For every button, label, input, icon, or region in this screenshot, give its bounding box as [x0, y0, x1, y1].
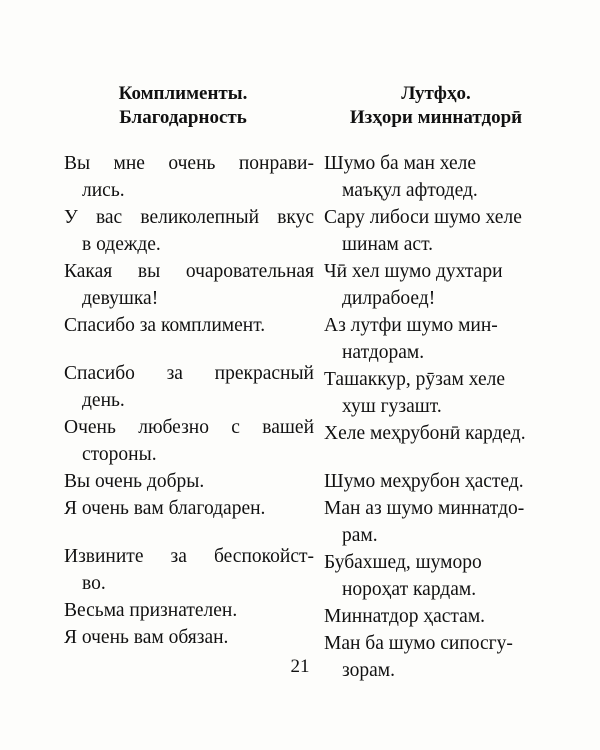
- phrase-line: дилрабоед!: [342, 288, 436, 309]
- phrase-line: Шумо меҳрубон ҳастед.: [324, 471, 524, 492]
- tajik-heading: [324, 82, 548, 130]
- phrase-line: день.: [82, 390, 125, 411]
- phrase-line: Очень любезно с вашей: [64, 417, 314, 438]
- phrase-line: Ман ба шумо сипосгу-: [324, 633, 513, 654]
- page-number: 21: [290, 656, 310, 677]
- phrase-line: Аз лутфи шумо мин-: [324, 315, 498, 336]
- phrase-line: Бубахшед, шуморо: [324, 552, 482, 573]
- phrase-line: Миннатдор ҳастам.: [324, 606, 486, 627]
- russian-phrase: [64, 150, 314, 204]
- phrase-line: Я очень вам благодарен.: [64, 498, 266, 519]
- phrase-line: шинам аст.: [342, 234, 433, 255]
- phrase-line: Я очень вам обязан.: [64, 627, 229, 648]
- phrase-line: Весьма признателен.: [64, 600, 238, 621]
- phrase-line: лись.: [82, 180, 125, 201]
- tajik-phrase: [324, 204, 574, 258]
- russian-column: [64, 82, 314, 651]
- phrase-line: зорам.: [342, 660, 395, 681]
- phrase-line: нороҳат кардам.: [342, 579, 477, 600]
- russian-phrase: [64, 312, 314, 339]
- phrase-line: Вы очень добры.: [64, 471, 205, 492]
- tajik-phrase: [324, 312, 574, 366]
- phrase-line: Спасибо за комплимент.: [64, 315, 266, 336]
- phrase-line: Хеле меҳрубонӣ кардед.: [324, 423, 526, 444]
- tajik-heading-line-1: Лутфҳо.: [401, 83, 471, 104]
- phrase-line: во.: [82, 573, 106, 594]
- phrase-line: хуш гузашт.: [342, 396, 442, 417]
- phrase-line: маъқул афтодед.: [342, 180, 478, 201]
- tajik-phrase: [324, 366, 574, 420]
- russian-phrase: [64, 360, 314, 414]
- phrase-line: Какая вы очаровательная: [64, 261, 314, 282]
- russian-heading-line-2: Благодарность: [119, 107, 247, 128]
- phrase-line: рам.: [342, 525, 378, 546]
- russian-phrase: [64, 495, 314, 522]
- phrase-line: стороны.: [82, 444, 157, 465]
- tajik-phrase: [324, 150, 574, 204]
- russian-heading-line-1: Комплименты.: [118, 83, 248, 104]
- tajik-phrase: [324, 603, 574, 630]
- tajik-column: [324, 82, 574, 684]
- russian-heading: [64, 82, 302, 130]
- russian-phrase: [64, 624, 314, 651]
- tajik-heading-line-2: Изҳори миннатдорӣ: [349, 107, 523, 128]
- tajik-phrase: [324, 420, 574, 447]
- tajik-phrase: [324, 258, 574, 312]
- phrase-line: Шумо ба ман хеле: [324, 153, 477, 174]
- russian-phrase-list: [64, 150, 314, 651]
- phrase-line: девушка!: [82, 288, 159, 309]
- phrase-line: Вы мне очень понрави-: [64, 153, 314, 174]
- phrase-line: натдорам.: [342, 342, 425, 363]
- phrase-line: Ман аз шумо миннатдо-: [324, 498, 525, 519]
- russian-phrase: [64, 543, 314, 597]
- russian-phrase: [64, 414, 314, 468]
- russian-phrase: [64, 468, 314, 495]
- tajik-phrase: [324, 468, 574, 495]
- tajik-phrase: [324, 549, 574, 603]
- phrase-line: Спасибо за прекрасный: [64, 363, 314, 384]
- tajik-phrase-list: [324, 150, 574, 684]
- russian-phrase: [64, 258, 314, 312]
- phrase-line: Извините за беспокойст-: [64, 546, 314, 567]
- russian-phrase: [64, 204, 314, 258]
- phrase-line: Сару либоси шумо хеле: [324, 207, 522, 228]
- phrase-line: в одежде.: [82, 234, 161, 255]
- phrase-line: Ташаккур, рӯзам хеле: [324, 369, 506, 390]
- tajik-phrase: [324, 495, 574, 549]
- phrase-line: У вас великолепный вкус: [64, 207, 314, 228]
- russian-phrase: [64, 597, 314, 624]
- phrase-line: Чӣ хел шумо духтари: [324, 261, 503, 282]
